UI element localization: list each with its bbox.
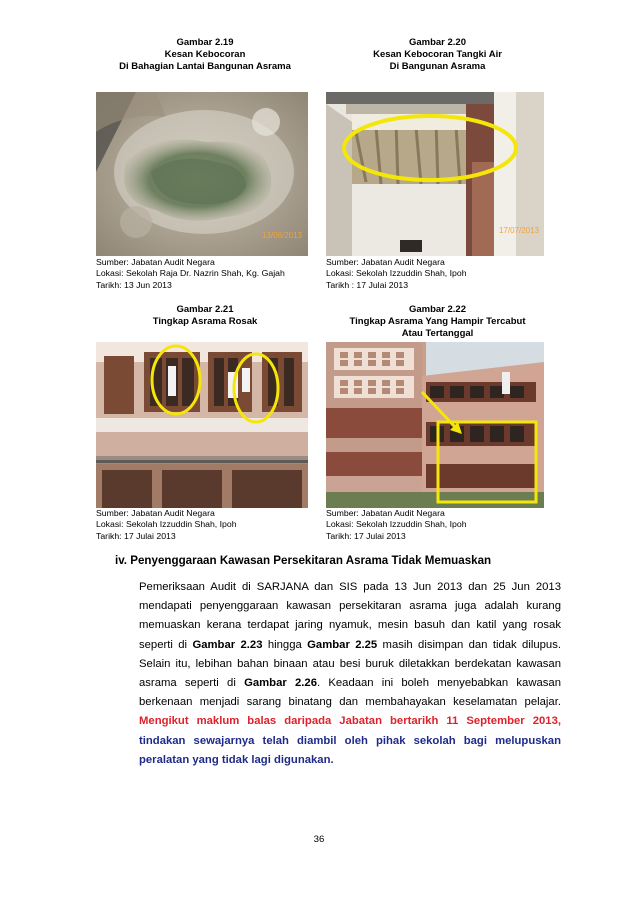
response-text-blue: tindakan sewajarnya telah diambil oleh pihak sekolah bagi melupuskan bbox=[139, 734, 561, 747]
photo-water-tank-leak bbox=[326, 92, 544, 256]
figure-number: Gambar 2.20 bbox=[408, 37, 467, 48]
figure-2-22-caption bbox=[325, 304, 550, 340]
figure-title: Kesan Kebocoran bbox=[164, 49, 246, 60]
source-line: Sumber: Jabatan Audit Negara bbox=[326, 508, 445, 518]
date-line: Tarikh: 13 Jun 2013 bbox=[96, 279, 172, 290]
date-line: Tarikh: 17 Julai 2013 bbox=[96, 530, 176, 541]
figure-2-20-source bbox=[326, 257, 467, 291]
response-text-red: Mengikut maklum balas daripada Jabatan bertarikh 11 September 2013, bbox=[139, 715, 561, 728]
paragraph-line: Selain itu, lebihan bahan binaan atau besi buruk diletakkan berdekatan kawasan bbox=[139, 657, 561, 670]
source-line: Sumber: Jabatan Audit Negara bbox=[96, 257, 215, 267]
location-line: Lokasi: Sekolah Izzuddin Shah, Ipoh bbox=[96, 519, 237, 530]
source-line: Sumber: Jabatan Audit Negara bbox=[326, 257, 445, 267]
paragraph-line bbox=[139, 674, 561, 693]
text-run: hingga bbox=[262, 638, 308, 651]
paragraph-line bbox=[139, 636, 561, 655]
figure-reference: Gambar 2.26 bbox=[244, 677, 317, 690]
response-text-blue: peralatan yang tidak lagi digunakan. bbox=[139, 753, 334, 766]
photo-date-stamp: 17/07/2013 bbox=[498, 226, 539, 235]
date-line: Tarikh: 17 Julai 2013 bbox=[326, 530, 406, 541]
figure-subtitle: Atau Tertanggal bbox=[401, 328, 474, 339]
photo-floor-leak bbox=[96, 92, 308, 256]
text-run: seperti di bbox=[139, 638, 193, 651]
figure-2-20-caption bbox=[325, 37, 550, 73]
figure-2-19-source bbox=[96, 257, 285, 291]
location-line: Lokasi: Sekolah Izzuddin Shah, Ipoh bbox=[326, 519, 467, 530]
figure-2-19-caption bbox=[95, 37, 315, 73]
photo-date-stamp: 13/06/2013 bbox=[261, 231, 302, 240]
body-paragraph bbox=[139, 578, 561, 770]
photo-loose-window bbox=[326, 342, 544, 508]
text-run: . Keadaan ini boleh menyebabkan kawasan bbox=[316, 677, 561, 690]
figure-title: Kesan Kebocoran Tangki Air bbox=[373, 49, 502, 60]
paragraph-line: mendapati penyenggaraan kawasan persekitaran asrama juga adalah kurang bbox=[139, 600, 561, 613]
paragraph-line: memuaskan kerana terdapat jaring nyamuk, mesin basuh dan katil yang rosak bbox=[139, 619, 561, 632]
figure-subtitle: Di Bahagian Lantai Bangunan Asrama bbox=[119, 61, 291, 72]
paragraph-line: berkenaan menjadi sarang binatang dan membahayakan keselamatan pelajar. bbox=[139, 696, 561, 709]
location-line: Lokasi: Sekolah Raja Dr. Nazrin Shah, Kg. Gajah bbox=[96, 268, 285, 279]
section-heading: iv. Penyenggaraan Kawasan Persekitaran Asrama Tidak Memuaskan bbox=[115, 554, 492, 567]
figure-subtitle: Di Bangunan Asrama bbox=[389, 61, 486, 72]
figure-number: Gambar 2.19 bbox=[176, 37, 234, 48]
source-line: Sumber: Jabatan Audit Negara bbox=[96, 508, 215, 518]
paragraph-line: Pemeriksaan Audit di SARJANA dan SIS pada 13 Jun 2013 dan 25 Jun 2013 bbox=[139, 581, 561, 593]
figure-2-22-source bbox=[326, 508, 467, 542]
figure-reference: Gambar 2.23 bbox=[192, 638, 263, 651]
location-line: Lokasi: Sekolah Izzuddin Shah, Ipoh bbox=[326, 268, 467, 279]
text-run: asrama seperti di bbox=[139, 677, 245, 690]
text-run: masih disimpan dan tidak dilupus. bbox=[377, 638, 561, 651]
page-number: 36 bbox=[313, 834, 325, 845]
figure-number: Gambar 2.22 bbox=[408, 304, 467, 315]
figure-number: Gambar 2.21 bbox=[176, 304, 234, 315]
figure-title: Tingkap Asrama Yang Hampir Tercabut bbox=[349, 316, 526, 327]
date-line: Tarikh : 17 Julai 2013 bbox=[326, 279, 409, 290]
photo-broken-windows bbox=[96, 342, 308, 508]
figure-2-21-caption bbox=[95, 304, 315, 328]
figure-title: Tingkap Asrama Rosak bbox=[152, 316, 258, 327]
figure-reference: Gambar 2.25 bbox=[307, 638, 378, 651]
figure-2-21-source bbox=[96, 508, 237, 542]
